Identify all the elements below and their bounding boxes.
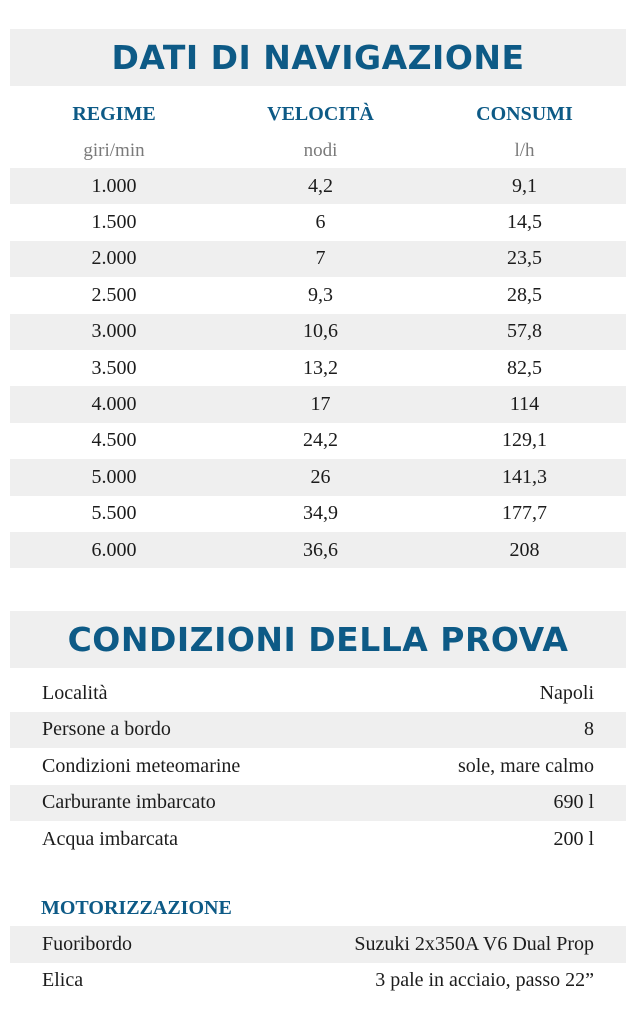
table-row (10, 496, 626, 532)
speed-cell: 17 (310, 393, 331, 416)
condition-value: 8 (584, 718, 594, 741)
speed-cell: 26 (310, 465, 331, 488)
consumption-cell: 82,5 (507, 356, 542, 379)
speed-cell: 7 (315, 247, 326, 270)
rpm-cell: 3.500 (91, 356, 137, 379)
rpm-cell: 3.000 (91, 320, 137, 343)
rpm-cell: 2.500 (91, 283, 137, 306)
list-item (10, 963, 626, 1000)
test-conditions-title: CONDIZIONI DELLA PROVA (10, 611, 626, 668)
speed-cell: 36,6 (303, 538, 338, 561)
table-row (10, 241, 626, 277)
column-header-consumption: CONSUMI (476, 103, 573, 125)
navigation-table (10, 168, 626, 568)
speed-cell: 4,2 (308, 174, 333, 197)
navigation-data-title: DATI DI NAVIGAZIONE (10, 29, 626, 86)
engine-value: 3 pale in acciaio, passo 22” (375, 969, 594, 992)
consumption-cell: 208 (509, 538, 540, 561)
consumption-cell: 28,5 (507, 283, 542, 306)
engine-section-title: MOTORIZZAZIONE (41, 897, 232, 919)
table-row (10, 459, 626, 495)
speed-cell: 10,6 (303, 320, 338, 343)
consumption-cell: 129,1 (502, 429, 547, 452)
table-row (10, 532, 626, 568)
condition-value: 200 l (553, 827, 594, 850)
consumption-cell: 141,3 (502, 465, 547, 488)
engine-label: Fuoribordo (42, 932, 132, 955)
table-row (10, 423, 626, 459)
table-row (10, 350, 626, 386)
rpm-cell: 2.000 (91, 247, 137, 270)
list-item (10, 748, 626, 785)
consumption-cell: 9,1 (512, 174, 537, 197)
rpm-cell: 1.500 (91, 211, 137, 234)
speed-cell: 9,3 (308, 283, 333, 306)
table-row (10, 204, 626, 240)
consumption-cell: 114 (509, 393, 540, 416)
engine-label: Elica (42, 969, 84, 992)
speed-cell: 24,2 (303, 429, 338, 452)
engine-value: Suzuki 2x350A V6 Dual Prop (354, 932, 594, 955)
condition-label: Condizioni meteomarine (42, 754, 241, 777)
rpm-cell: 4.000 (91, 393, 137, 416)
rpm-cell: 1.000 (91, 174, 137, 197)
condition-value: Napoli (539, 681, 594, 704)
consumption-cell: 177,7 (502, 502, 547, 525)
table-row (10, 314, 626, 350)
list-item (10, 712, 626, 749)
rpm-cell: 5.500 (91, 502, 137, 525)
column-unit-rpm: giri/min (83, 140, 145, 161)
consumption-cell: 23,5 (507, 247, 542, 270)
condition-label: Acqua imbarcata (42, 827, 179, 850)
condition-label: Carburante imbarcato (42, 791, 216, 814)
condition-value: sole, mare calmo (457, 754, 594, 777)
test-conditions-list (10, 675, 626, 858)
consumption-cell: 57,8 (507, 320, 542, 343)
rpm-cell: 6.000 (91, 538, 137, 561)
consumption-cell: 14,5 (507, 211, 542, 234)
table-row (10, 277, 626, 313)
list-item (10, 926, 626, 963)
column-unit-speed: nodi (303, 140, 338, 161)
list-item (10, 675, 626, 712)
rpm-cell: 5.000 (91, 465, 137, 488)
column-header-rpm: REGIME (72, 103, 156, 125)
engine-list (10, 926, 626, 999)
condition-label: Persone a bordo (42, 718, 171, 741)
column-unit-consumption: l/h (514, 140, 535, 161)
speed-cell: 13,2 (303, 356, 338, 379)
column-header-speed: VELOCITÀ (267, 103, 374, 125)
table-row (10, 386, 626, 422)
list-item (10, 785, 626, 822)
condition-label: Località (42, 681, 108, 704)
speed-cell: 34,9 (303, 502, 338, 525)
condition-value: 690 l (553, 791, 594, 814)
speed-cell: 6 (315, 211, 326, 234)
rpm-cell: 4.500 (91, 429, 137, 452)
table-row (10, 168, 626, 204)
list-item (10, 821, 626, 858)
